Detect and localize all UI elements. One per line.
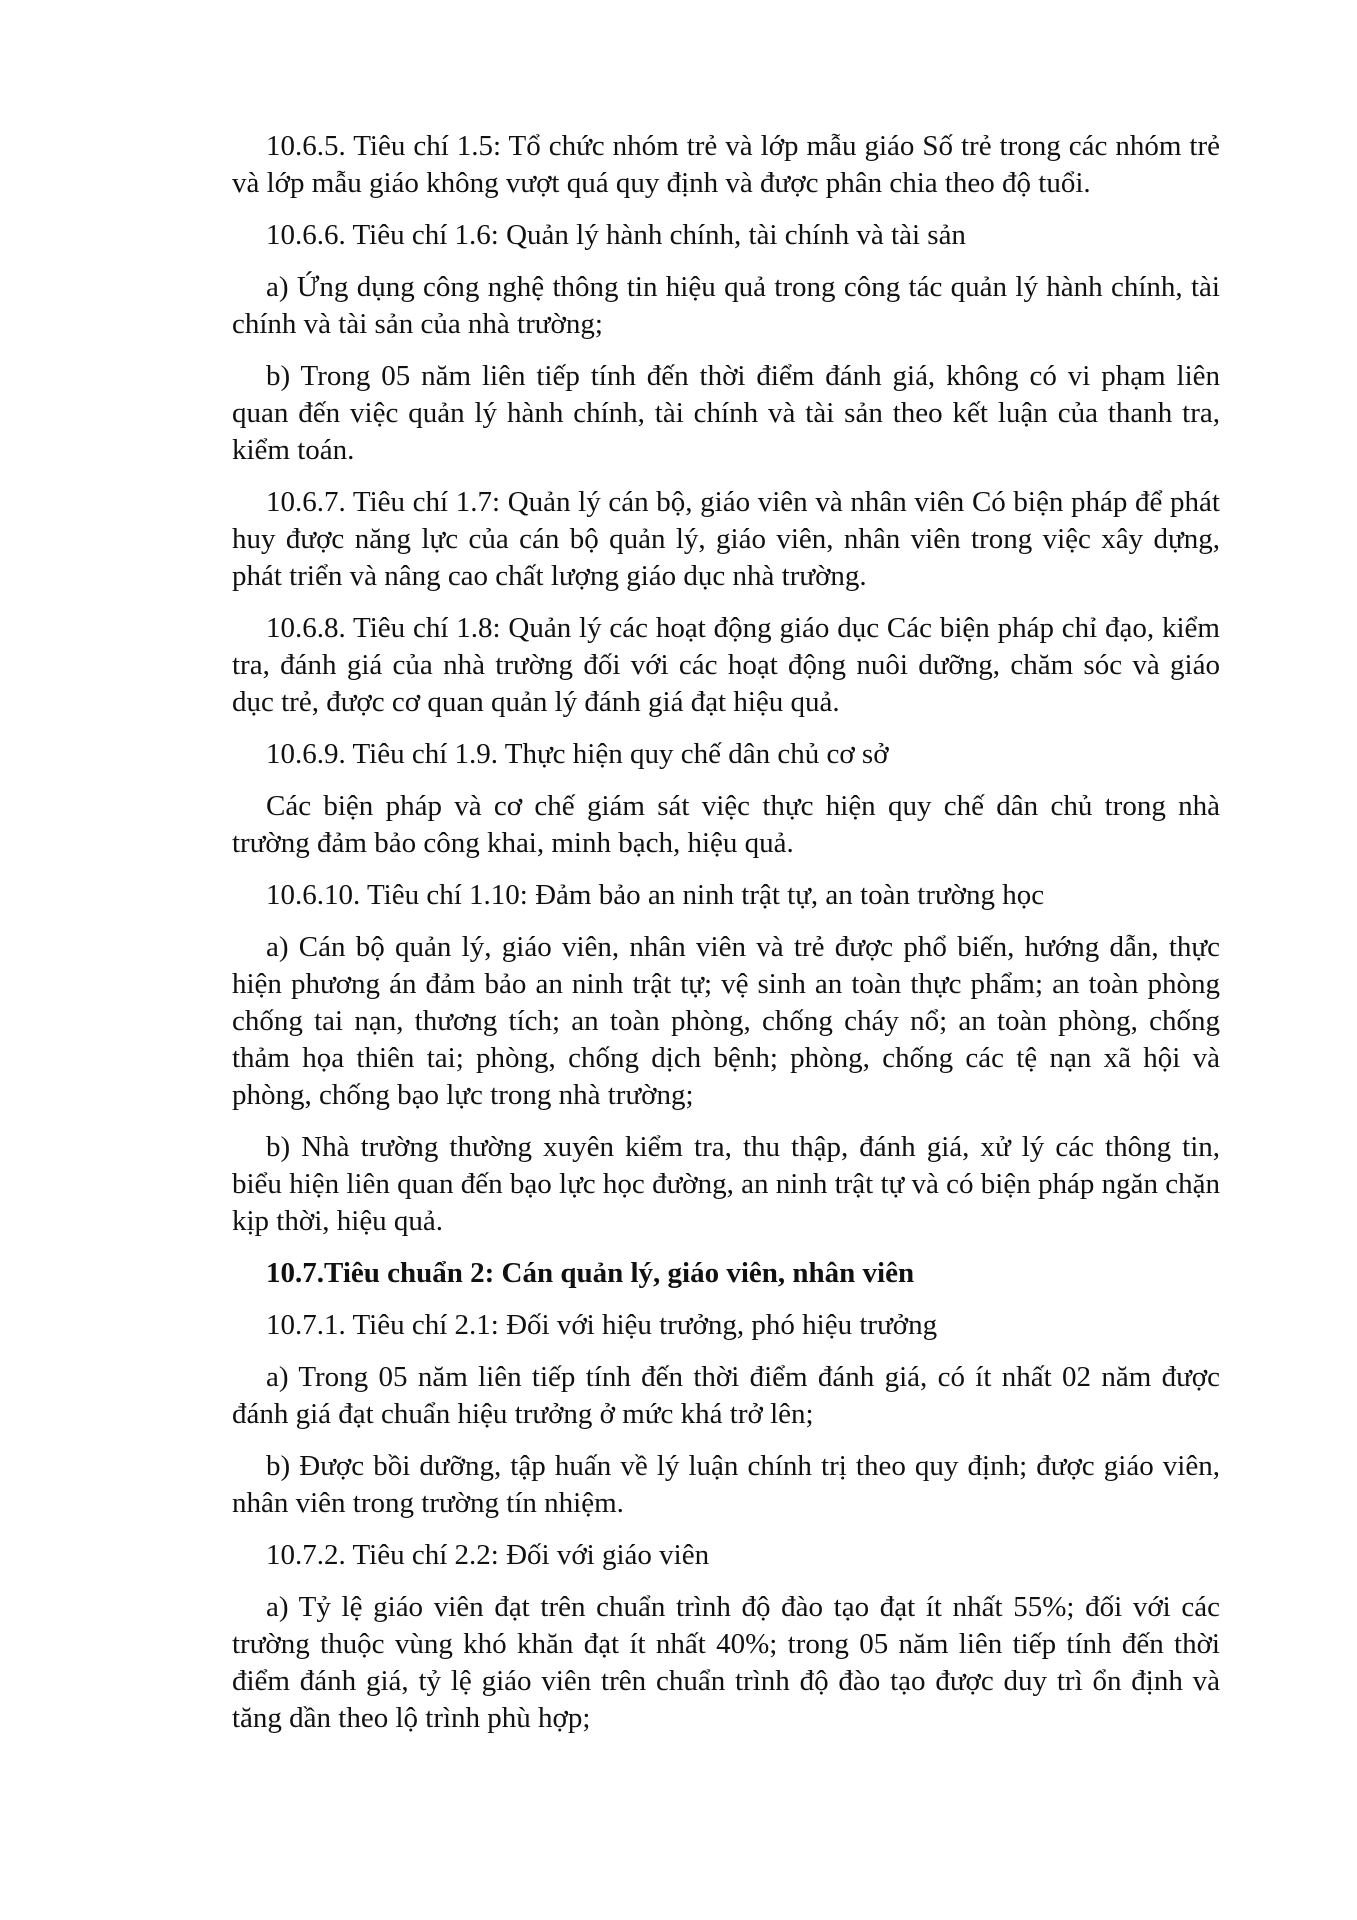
- paragraph-10-6-6-a: a) Ứng dụng công nghệ thông tin hiệu quả trong công tác quản lý hành chính, tài chính và tài sản của nhà trường;: [232, 271, 1220, 340]
- paragraph-10-6-8: 10.6.8. Tiêu chí 1.8: Quản lý các hoạt động giáo dục Các biện pháp chỉ đạo, kiểm tra, đánh giá của nhà trường đối với các hoạt động nuôi dưỡng, chăm sóc và giáo dục trẻ, được cơ quan quản lý đánh giá đạt hiệu quả.: [232, 612, 1220, 718]
- paragraph-10-6-9-body: Các biện pháp và cơ chế giám sát việc thực hiện quy chế dân chủ trong nhà trường đảm bảo công khai, minh bạch, hiệu quả.: [232, 790, 1220, 859]
- paragraph-10-7-1-a: a) Trong 05 năm liên tiếp tính đến thời điểm đánh giá, có ít nhất 02 năm được đánh giá đạt chuẩn hiệu trưởng ở mức khá trở lên;: [232, 1361, 1220, 1430]
- paragraph-10-6-6-b: b) Trong 05 năm liên tiếp tính đến thời điểm đánh giá, không có vi phạm liên quan đến việc quản lý hành chính, tài chính và tài sản theo kết luận của thanh tra, kiểm toán.: [232, 360, 1220, 466]
- section-heading-10-7: 10.7.Tiêu chuẩn 2: Cán quản lý, giáo viên, nhân viên: [266, 1257, 915, 1289]
- document-body: [232, 128, 1220, 1752]
- heading-10-6-9: 10.6.9. Tiêu chí 1.9. Thực hiện quy chế dân chủ cơ sở: [266, 738, 889, 770]
- paragraph-10-6-5: 10.6.5. Tiêu chí 1.5: Tổ chức nhóm trẻ và lớp mẫu giáo Số trẻ trong các nhóm trẻ và lớp mẫu giáo không vượt quá quy định và được phân chia theo độ tuổi.: [232, 130, 1220, 199]
- heading-10-7-1: 10.7.1. Tiêu chí 2.1: Đối với hiệu trưởng, phó hiệu trưởng: [266, 1309, 938, 1341]
- paragraph-10-6-7: 10.6.7. Tiêu chí 1.7: Quản lý cán bộ, giáo viên và nhân viên Có biện pháp để phát huy được năng lực của cán bộ quản lý, giáo viên, nhân viên trong việc xây dựng, phát triển và nâng cao chất lượng giáo dục nhà trường.: [232, 486, 1220, 592]
- heading-10-6-6: 10.6.6. Tiêu chí 1.6: Quản lý hành chính, tài chính và tài sản: [266, 219, 966, 251]
- paragraph-10-6-10-b: b) Nhà trường thường xuyên kiểm tra, thu thập, đánh giá, xử lý các thông tin, biểu hiện liên quan đến bạo lực học đường, an ninh trật tự và có biện pháp ngăn chặn kịp thời, hiệu quả.: [232, 1131, 1220, 1237]
- heading-10-6-10: 10.6.10. Tiêu chí 1.10: Đảm bảo an ninh trật tự, an toàn trường học: [266, 879, 1045, 911]
- heading-10-7-2: 10.7.2. Tiêu chí 2.2: Đối với giáo viên: [266, 1539, 710, 1571]
- paragraph-10-6-10-a: a) Cán bộ quản lý, giáo viên, nhân viên và trẻ được phổ biến, hướng dẫn, thực hiện phương án đảm bảo an ninh trật tự; vệ sinh an toàn thực phẩm; an toàn phòng chống tai nạn, thương tích; an toàn phòng, chống cháy nổ; an toàn phòng, chống thảm họa thiên tai; phòng, chống dịch bệnh; phòng, chống các tệ nạn xã hội và phòng, chống bạo lực trong nhà trường;: [232, 931, 1220, 1111]
- paragraph-10-7-2-a: a) Tỷ lệ giáo viên đạt trên chuẩn trình độ đào tạo đạt ít nhất 55%; đối với các trường thuộc vùng khó khăn đạt ít nhất 40%; trong 05 năm liên tiếp tính đến thời điểm đánh giá, tỷ lệ giáo viên trên chuẩn trình độ đào tạo được duy trì ổn định và tăng dần theo lộ trình phù hợp;: [232, 1591, 1220, 1734]
- paragraph-10-7-1-b: b) Được bồi dưỡng, tập huấn về lý luận chính trị theo quy định; được giáo viên, nhân viên trong trường tín nhiệm.: [232, 1450, 1220, 1519]
